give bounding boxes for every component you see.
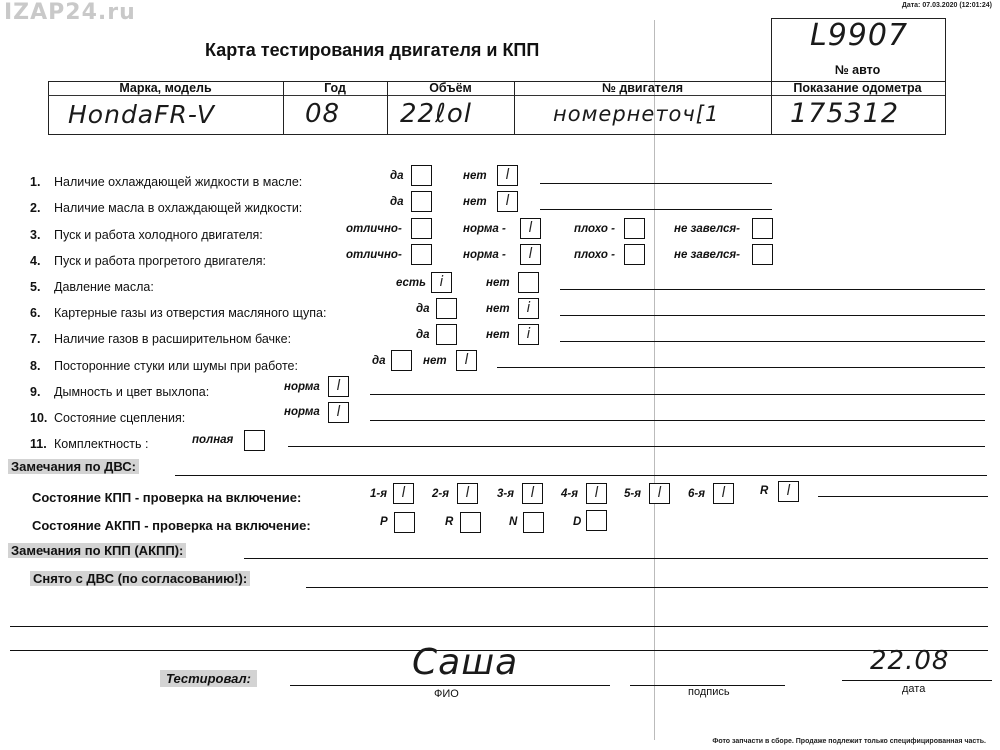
checkbox-no-start[interactable] bbox=[752, 244, 773, 265]
checkbox-present[interactable]: i bbox=[431, 272, 452, 293]
col-year-header: Год bbox=[324, 81, 346, 95]
item-number: 1. bbox=[30, 175, 41, 189]
option-normal: норма bbox=[284, 406, 320, 418]
auto-number-value: L9907 bbox=[810, 18, 909, 53]
option-excellent: отлично- bbox=[346, 249, 402, 261]
col-make-header: Марка, модель bbox=[119, 81, 212, 95]
item-number: 7. bbox=[30, 332, 41, 346]
checkbox-yes[interactable] bbox=[411, 191, 432, 212]
tested-label: Тестировал: bbox=[160, 670, 257, 687]
item-label: Наличие масла в охлаждающей жидкости: bbox=[54, 201, 303, 215]
checkbox-yes[interactable] bbox=[436, 324, 457, 345]
item-number: 10. bbox=[30, 411, 48, 425]
gear-checkbox[interactable]: l bbox=[586, 483, 607, 504]
footer-note: Фото запчасти в сборе. Продаже подлежит только специфицированная часть. bbox=[712, 738, 986, 745]
option-no: нет bbox=[486, 277, 510, 289]
option-no: нет bbox=[463, 196, 487, 208]
item-number: 3. bbox=[30, 228, 41, 242]
blank-line bbox=[10, 626, 988, 627]
fio-label: ФИО bbox=[434, 688, 459, 700]
gear-checkbox[interactable]: l bbox=[778, 481, 799, 502]
checkbox-no[interactable] bbox=[518, 272, 539, 293]
col-engine-header: № двигателя bbox=[601, 81, 684, 95]
header-row-divider bbox=[48, 95, 945, 96]
watermark-logo: IZAP24.ru bbox=[4, 0, 136, 25]
signature-label: подпись bbox=[688, 686, 730, 698]
notes-line bbox=[370, 420, 985, 421]
checkbox-normal[interactable]: l bbox=[328, 376, 349, 397]
checkbox-full[interactable] bbox=[244, 430, 265, 451]
date-label: дата bbox=[902, 683, 926, 695]
item-number: 5. bbox=[30, 280, 41, 294]
gearbox-label: Состояние КПП - проверка на включение: bbox=[32, 490, 302, 505]
option-yes: да bbox=[390, 196, 404, 208]
item-number: 6. bbox=[30, 306, 41, 320]
gear-label: R bbox=[760, 485, 769, 497]
test-date-value: 22.08 bbox=[870, 646, 950, 676]
year-value: 08 bbox=[305, 99, 341, 129]
notes-line bbox=[540, 183, 772, 184]
date-line bbox=[842, 680, 992, 681]
item-label: Давление масла: bbox=[54, 280, 154, 294]
auto-position-checkbox[interactable] bbox=[460, 512, 481, 533]
odometer-value: 175312 bbox=[790, 98, 900, 129]
option-yes: да bbox=[372, 355, 386, 367]
notes-line bbox=[560, 341, 985, 342]
checkbox-yes[interactable] bbox=[436, 298, 457, 319]
gear-label: 4-я bbox=[561, 488, 578, 500]
option-no-start: не завелся- bbox=[674, 223, 740, 235]
auto-position-label: N bbox=[509, 516, 518, 528]
item-number: 4. bbox=[30, 254, 41, 268]
checkbox-no-start[interactable] bbox=[752, 218, 773, 239]
checkbox-no[interactable]: l bbox=[456, 350, 477, 371]
checkbox-normal[interactable]: l bbox=[520, 244, 541, 265]
checkbox-excellent[interactable] bbox=[411, 218, 432, 239]
gear-checkbox[interactable]: l bbox=[393, 483, 414, 504]
gear-label: 6-я bbox=[688, 488, 705, 500]
item-label: Картерные газы из отверстия масляного щупа: bbox=[54, 306, 327, 320]
checkbox-no[interactable]: i bbox=[518, 324, 539, 345]
option-no: нет bbox=[423, 355, 447, 367]
item-number: 8. bbox=[30, 359, 41, 373]
auto-position-checkbox[interactable] bbox=[523, 512, 544, 533]
fio-line bbox=[290, 685, 610, 686]
engine-number-value: номернеточ[1 bbox=[553, 102, 720, 126]
option-no: нет bbox=[486, 303, 510, 315]
ice-remarks-label: Замечания по ДВС: bbox=[8, 459, 139, 474]
auto-position-checkbox[interactable] bbox=[586, 510, 607, 531]
option-yes: да bbox=[390, 170, 404, 182]
auto-position-label: R bbox=[445, 516, 454, 528]
option-bad: плохо - bbox=[574, 249, 615, 261]
item-number: 9. bbox=[30, 385, 41, 399]
checkbox-no[interactable]: l bbox=[497, 165, 518, 186]
gearbox-notes-line bbox=[818, 496, 988, 497]
option-excellent: отлично- bbox=[346, 223, 402, 235]
col-volume-header: Объём bbox=[429, 81, 472, 95]
gear-checkbox[interactable]: l bbox=[457, 483, 478, 504]
option-normal: норма - bbox=[463, 249, 506, 261]
notes-line bbox=[288, 446, 985, 447]
item-number: 11. bbox=[30, 437, 47, 451]
gear-label: 5-я bbox=[624, 488, 641, 500]
checkbox-excellent[interactable] bbox=[411, 244, 432, 265]
auto-position-label: D bbox=[573, 516, 582, 528]
page-title: Карта тестирования двигателя и КПП bbox=[205, 40, 540, 60]
ice-remarks-line bbox=[175, 475, 987, 476]
option-present: есть bbox=[396, 277, 426, 289]
gear-label: 3-я bbox=[497, 488, 514, 500]
option-full: полная bbox=[192, 434, 234, 446]
volume-value: 22ℓol bbox=[400, 99, 472, 129]
odometer-label: Показание одометра bbox=[793, 81, 922, 95]
item-label: Дымность и цвет выхлопа: bbox=[54, 385, 210, 399]
notes-line bbox=[560, 289, 985, 290]
option-normal: норма - bbox=[463, 223, 506, 235]
make-model-value: HondaFR-V bbox=[68, 100, 215, 129]
item-label: Наличие газов в расширительном бачке: bbox=[54, 332, 292, 346]
item-number: 2. bbox=[30, 201, 41, 215]
option-yes: да bbox=[416, 329, 430, 341]
auto-number-label: № авто bbox=[834, 63, 881, 77]
auto-position-checkbox[interactable] bbox=[394, 512, 415, 533]
checkbox-yes[interactable] bbox=[391, 350, 412, 371]
gearbox-remarks-label: Замечания по КПП (АКПП): bbox=[8, 543, 186, 558]
date-stamp: Дата: 07.03.2020 (12:01:24) bbox=[901, 2, 992, 9]
option-no-start: не завелся- bbox=[674, 249, 740, 261]
item-label: Состояние сцепления: bbox=[54, 411, 186, 425]
notes-line bbox=[370, 394, 985, 395]
option-no: нет bbox=[463, 170, 487, 182]
option-yes: да bbox=[416, 303, 430, 315]
removed-label: Снято с ДВС (по согласованию!): bbox=[30, 571, 250, 586]
checkbox-no[interactable]: i bbox=[518, 298, 539, 319]
removed-line bbox=[306, 587, 988, 588]
checkbox-normal[interactable]: l bbox=[520, 218, 541, 239]
gear-label: 1-я bbox=[370, 488, 387, 500]
option-no: нет bbox=[486, 329, 510, 341]
gear-checkbox[interactable]: l bbox=[713, 483, 734, 504]
auto-position-label: P bbox=[380, 516, 388, 528]
item-label: Пуск и работа прогретого двигателя: bbox=[54, 254, 266, 268]
item-label: Наличие охлаждающей жидкости в масле: bbox=[54, 175, 303, 189]
gear-checkbox[interactable]: l bbox=[649, 483, 670, 504]
notes-line bbox=[560, 315, 985, 316]
checkbox-yes[interactable] bbox=[411, 165, 432, 186]
item-label: Посторонние стуки или шумы при работе: bbox=[54, 359, 298, 373]
checkbox-bad[interactable] bbox=[624, 218, 645, 239]
auto-gearbox-label: Состояние АКПП - проверка на включение: bbox=[32, 518, 311, 533]
tester-name: Саша bbox=[412, 642, 519, 683]
checkbox-no[interactable]: l bbox=[497, 191, 518, 212]
notes-line bbox=[540, 209, 772, 210]
gearbox-remarks-line bbox=[244, 558, 988, 559]
gear-label: 2-я bbox=[432, 488, 449, 500]
item-label: Пуск и работа холодного двигателя: bbox=[54, 228, 263, 242]
checkbox-normal[interactable]: l bbox=[328, 402, 349, 423]
option-bad: плохо - bbox=[574, 223, 615, 235]
option-normal: норма bbox=[284, 381, 320, 393]
item-label: Комплектность : bbox=[54, 437, 149, 451]
notes-line bbox=[497, 367, 985, 368]
gear-checkbox[interactable]: l bbox=[522, 483, 543, 504]
checkbox-bad[interactable] bbox=[624, 244, 645, 265]
